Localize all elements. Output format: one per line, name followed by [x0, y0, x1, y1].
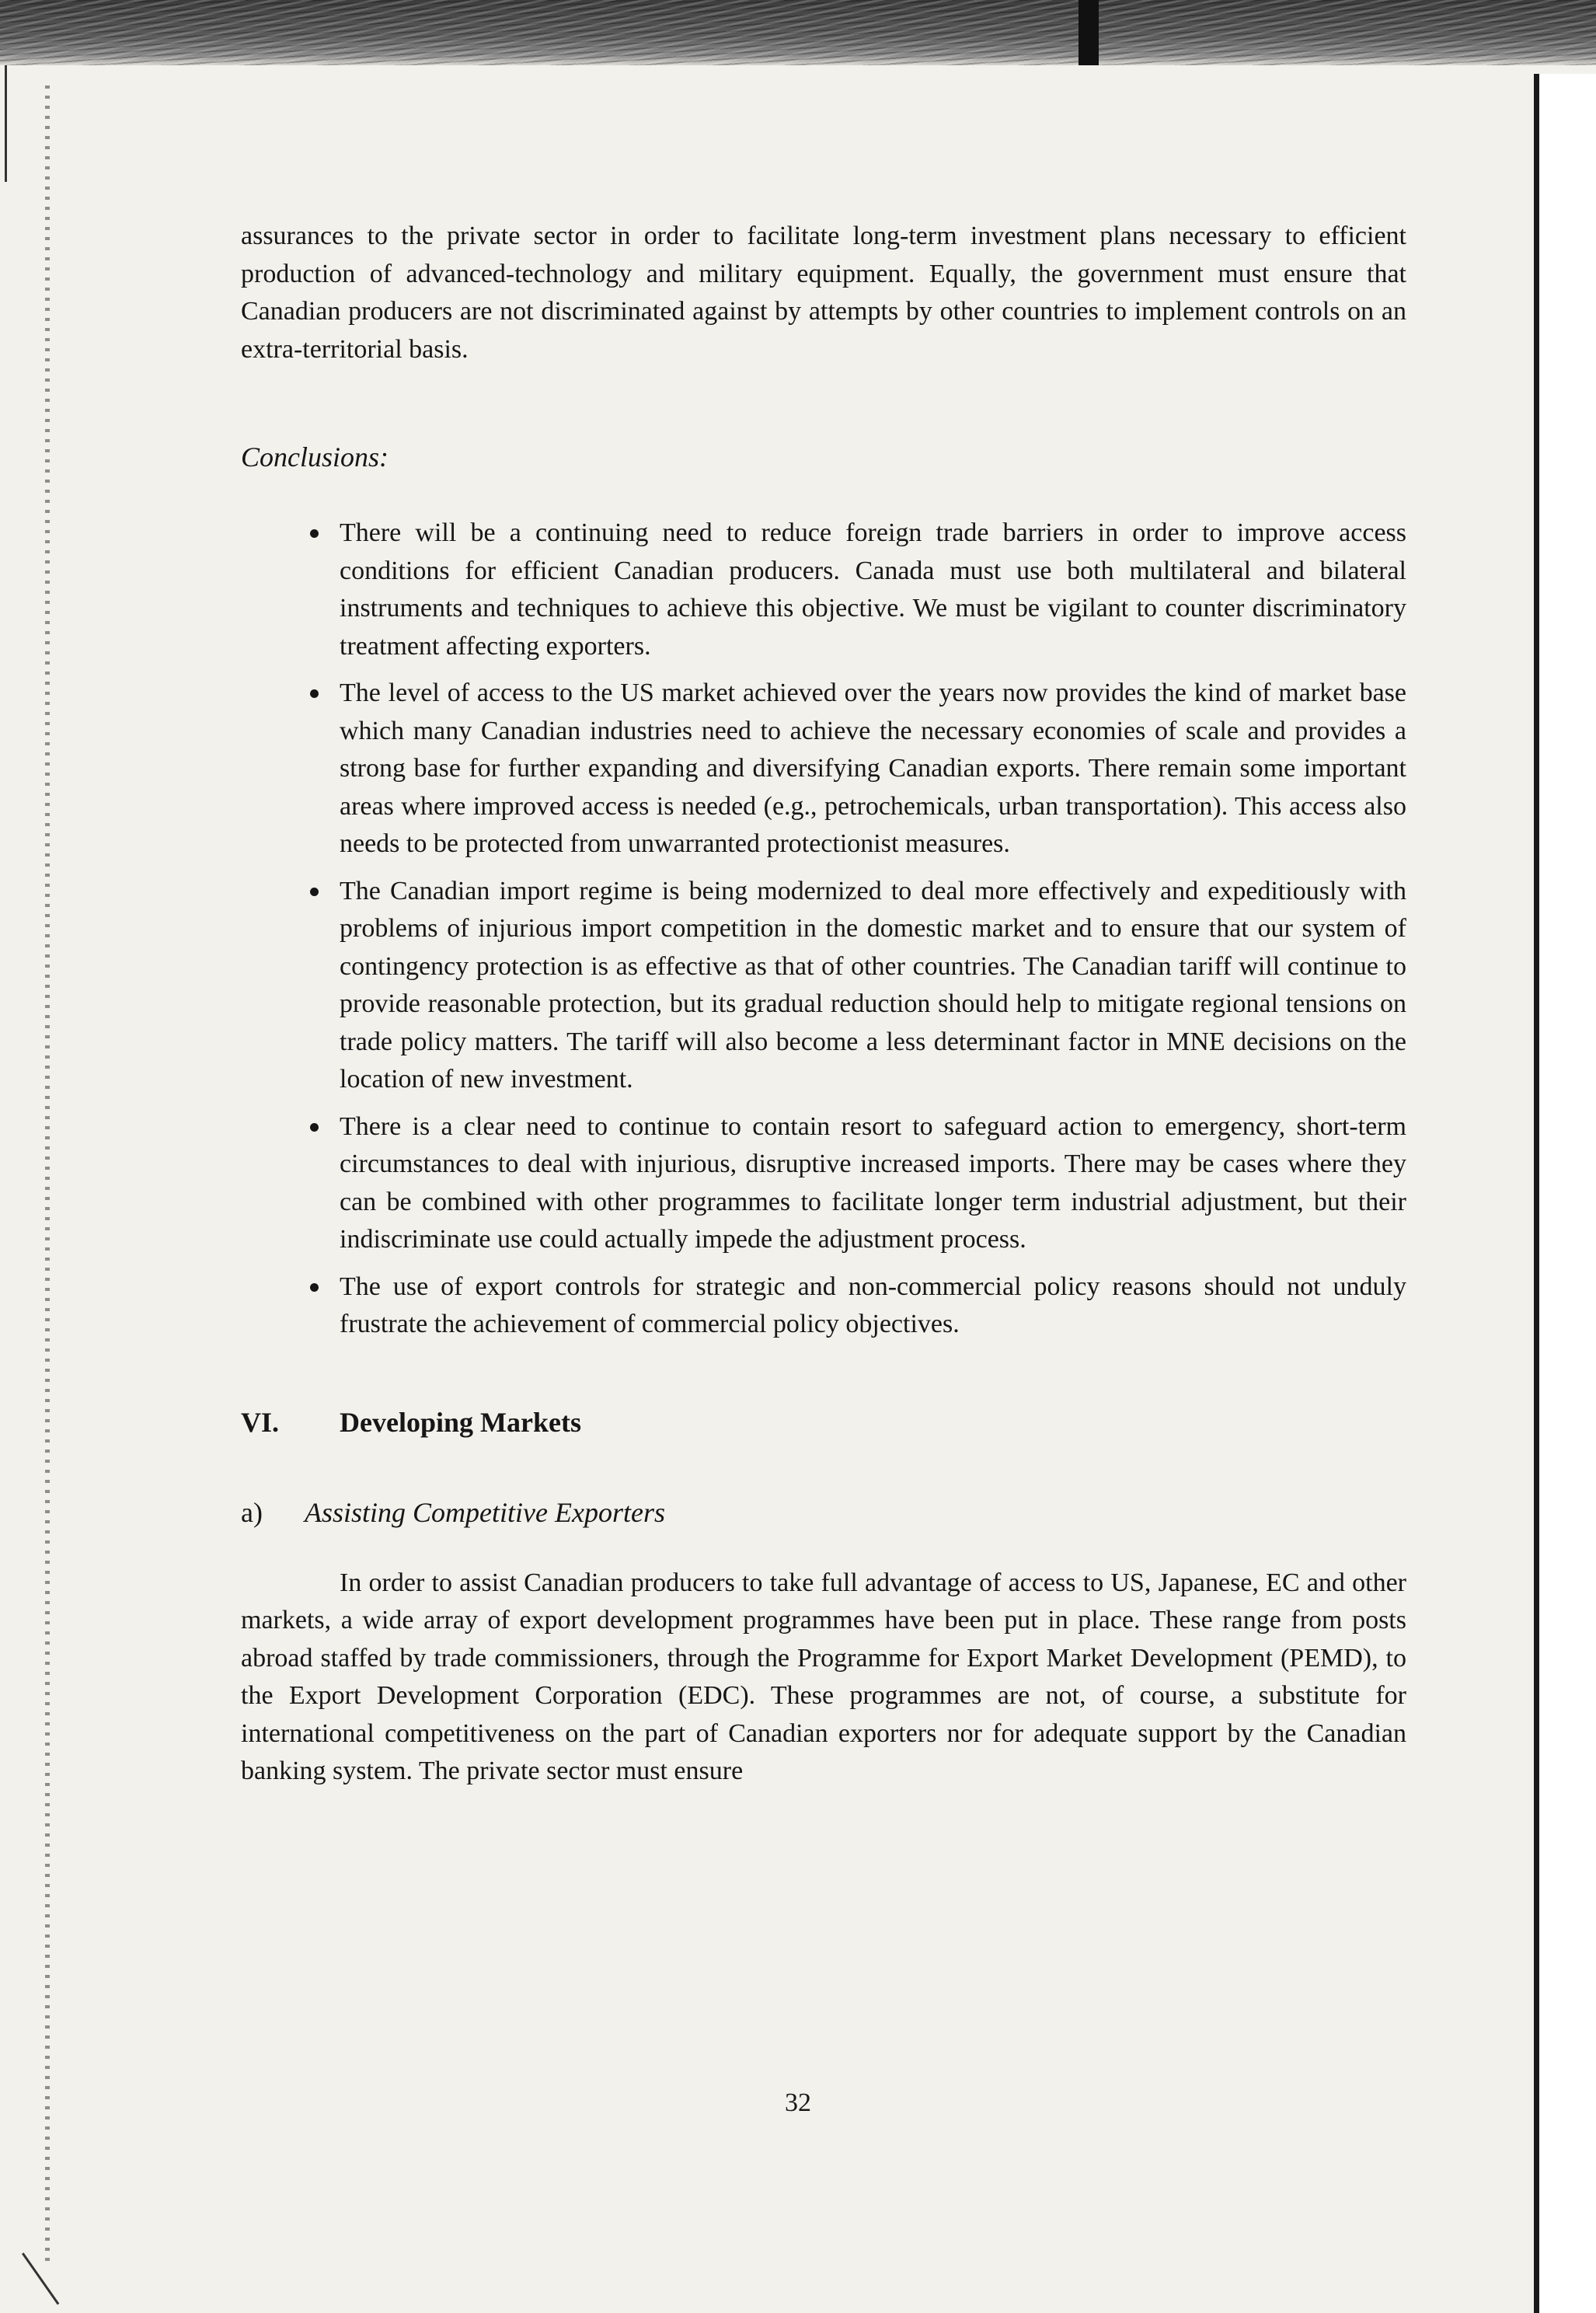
section-number: VI. — [241, 1406, 280, 1438]
scan-top-edge — [0, 0, 1596, 65]
list-item — [241, 515, 1406, 665]
section-title: Developing Markets — [340, 1406, 581, 1438]
scan-right-edge — [1534, 74, 1539, 2313]
section-heading — [241, 1406, 1406, 1439]
bullet-text: There will be a continuing need to reduce foreign trade barriers in order to improve access conditions for efficient Canadian producers. Canada must use both multilateral and bilateral instruments and techniques to achieve this objective. We must be vigilant to counter discriminatory treatment affecting exporters. — [340, 518, 1406, 661]
assisting-paragraph: In order to assist Canadian producers to take full advantage of access to US, Japanese, EC and other markets, a wide array of export development programmes have been put in place. These range from posts abroad staffed by trade commissioners, through the Programme for Export Market Development (PEMD), to the Export Development Corporation (EDC). These programmes are not, of course, a substitute for international competitiveness on the part of Canadian exporters nor for adequate support by the Canadian banking system. The private sector must ensure — [241, 1568, 1406, 1785]
document-page — [241, 218, 1406, 1791]
bullet-text: The use of export controls for strategic and non-commercial policy reasons should not unduly frustrate the achievement of commercial policy objectives. — [340, 1272, 1406, 1338]
list-item — [241, 675, 1406, 863]
bullet-icon — [310, 1123, 319, 1132]
bullet-text: The level of access to the US market achieved over the years now provides the kind of market base which many Canadian industries need to achieve the necessary economies of scale and provides a strong base for further expanding and diversifying Canadian exports. There remain some important areas where improved access is needed (e.g., petrochemicals, urban transportation). This access also needs to be protected from unwarranted protectionist measures. — [340, 679, 1406, 858]
scan-binding-mark — [1079, 0, 1099, 65]
bullet-icon — [310, 888, 319, 896]
conclusions-list — [241, 515, 1406, 1344]
scan-left-edge — [5, 65, 7, 182]
list-item — [241, 1108, 1406, 1259]
subsection-letter: a) — [241, 1496, 263, 1528]
scan-right-margin — [1539, 74, 1596, 2313]
scan-left-dots — [45, 85, 50, 2262]
bullet-icon — [310, 689, 319, 698]
bullet-text: There is a clear need to continue to contain resort to safeguard action to emergency, short-term circumstances to deal with injurious, disruptive increased imports. There may be cases where they can be combined with other programmes to facilitate longer term industrial adjustment, but their indiscriminate use could actually impede the adjustment process. — [340, 1111, 1406, 1254]
list-item — [241, 1268, 1406, 1344]
bullet-icon — [310, 1283, 319, 1292]
scan-corner-mark — [22, 2252, 59, 2304]
bullet-icon — [310, 529, 319, 538]
page-number: 32 — [785, 2088, 811, 2117]
subsection-heading — [241, 1496, 1406, 1529]
conclusions-heading: Conclusions: — [241, 441, 389, 473]
list-item — [241, 873, 1406, 1099]
intro-paragraph: assurances to the private sector in order to facilitate long-term investment plans necessary to efficient production of advanced-technology and military equipment. Equally, the government must ensure that Canadian producers are not discriminated against by attempts by other countries to implement controls on an extra-territorial basis. — [241, 222, 1406, 364]
bullet-text: The Canadian import regime is being modernized to deal more effectively and expeditiously with problems of injurious import competition in the domestic market and to ensure that our system of contingency protection is as effective as that of other countries. The Canadian tariff will continue to provide reasonable protection, but its gradual reduction should help to mitigate regional tensions on trade policy matters. The tariff will also become a less determinant factor in MNE decisions on the location of new investment. — [340, 876, 1406, 1094]
subsection-title: Assisting Competitive Exporters — [305, 1496, 665, 1528]
